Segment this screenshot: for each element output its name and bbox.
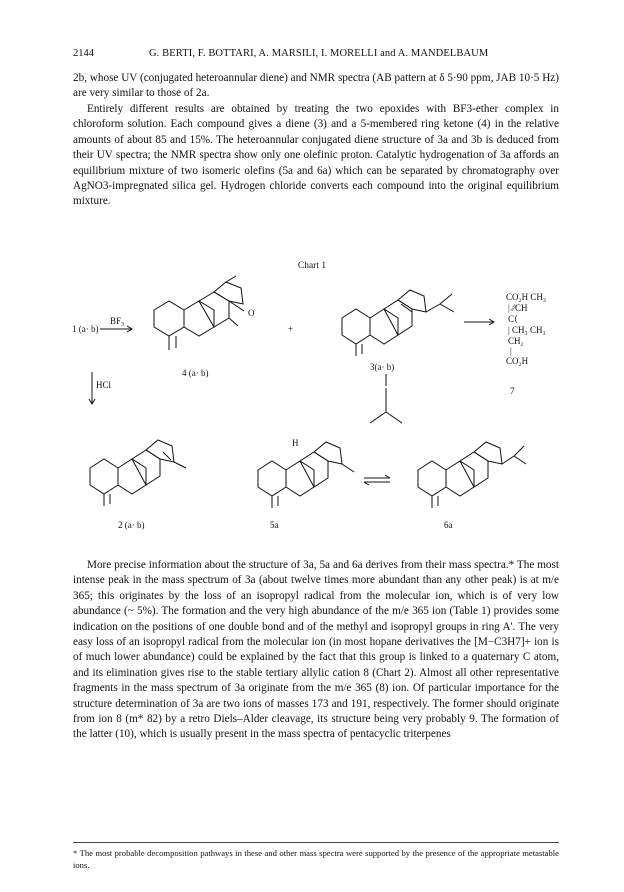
page-number: 2144 — [73, 48, 94, 59]
footnote-divider — [73, 842, 559, 843]
svg-text:CO₂H CH₃: CO₂H CH₃ — [506, 292, 547, 302]
plus-sign: + — [288, 324, 294, 334]
paragraph-continuation: 2b, whose UV (conjugated heteroannular diene) and NMR spectra (AB pattern at δ 5·90 ppm, JAB 10·5 Hz) are very similar to those of 2a. — [73, 72, 559, 100]
svg-text:CO₂H: CO₂H — [506, 356, 529, 366]
arrows — [89, 319, 494, 485]
compound-2-label: 2 (a· b) — [118, 520, 145, 530]
paragraph-mass-spectra: More precise information about the structure of 3a, 5a and 6a derives from their mass spectra.* The most intense peak in the mass spectrum of 3a (about twelve times more abundant than any other peak) is at m/e 365; this originates by the loss of an isopropyl radical from the molecular ion, which is of very low abundance (~ 5%). The formation and the very high abundance of the m/e 365 ion (Table 1) provides some indication on the positions of one double bond and of the methyl and isopropyl groups in ring A'. The very easy loss of an isopropyl radical from the molecular ion (in most hopane derivatives the [M−C3H7]+ ion is of much lower abundance) could be explained by the fact that this group is linked to a quaternary C atom, and its elimination gives rise to the stable tertiary allylic cation 8 (Chart 2). Almost all other representative fragments in the mass spectrum of 3a originate from the m/e 365 (8) ion. Of particular importance for the structure determination of 3a are two ions of masses 173 and 191, respectively. The former should originate from ion 8 (m* 82) by a retro Diels–Alder cleavage, its structure being very probably 9. The formation of the latter (10), which is usually present in the mass spectra of pentacyclic triterpenes — [73, 559, 559, 741]
structure-compound-4 — [154, 276, 244, 350]
svg-text:|: | — [510, 346, 512, 356]
compound-5a-label: 5a — [270, 520, 279, 530]
paragraph-bf3-results: Entirely different results are obtained by treating the two epoxides with BF3-ether complex in chloroform solution. Each compound gives a diene (3) and a 5-membered ring ketone (4) in the relative amounts of about 85 and 15%. The heteroannular conjugated diene structure of 3a and 3b is deduced from their UV spectra; the NMR spectra show only one olefinic proton. Catalytic hydrogenation of 3a affords an equilibrium mixture of two isomeric olefins (5a and 6a) which can be separated by chromatography over AgNO3-impregnated silica gel. Hydrogen chloride converts each compound into the original equilibrium mixture. — [73, 103, 559, 208]
compound-4-label: 4 (a· b) — [182, 368, 209, 378]
svg-text:| CH₃ CH₃: | CH₃ CH₃ — [508, 325, 546, 335]
structure-compound-3 — [342, 290, 454, 356]
svg-text:CH₂: CH₂ — [508, 336, 524, 346]
compound-3-label: 3(a· b) — [370, 362, 395, 372]
structure-compound-7 — [506, 292, 546, 366]
structure-compound-6a — [418, 442, 526, 508]
bf3-reagent-label: $BF_3$ — [110, 316, 125, 328]
compound-1-label: 1 (a· b) — [72, 324, 99, 334]
compound-7-label: 7 — [510, 386, 515, 396]
structure-compound-5a — [258, 442, 354, 508]
compound-6a-label: 6a — [444, 520, 453, 530]
structure-isopropyl-fragment — [370, 388, 402, 423]
hcl-reagent-label: HCl — [96, 380, 112, 390]
chart-title: Chart 1 — [297, 261, 327, 271]
running-authors: G. BERTI, F. BOTTARI, A. MARSILI, I. MORELLI and A. MANDELBAUM — [149, 48, 489, 59]
hydrogen-label: H — [292, 438, 299, 448]
ketone-oxygen-label: O — [248, 308, 255, 318]
svg-text:| ⁄⁄CH: | ⁄⁄CH — [508, 303, 528, 313]
svg-text:C⟨: C⟨ — [508, 314, 518, 324]
structure-compound-2 — [90, 440, 186, 506]
footnote: * The most probable decomposition pathways in these and other mass spectra were supported by the presence of the appropriate metastable ions. — [73, 848, 559, 870]
